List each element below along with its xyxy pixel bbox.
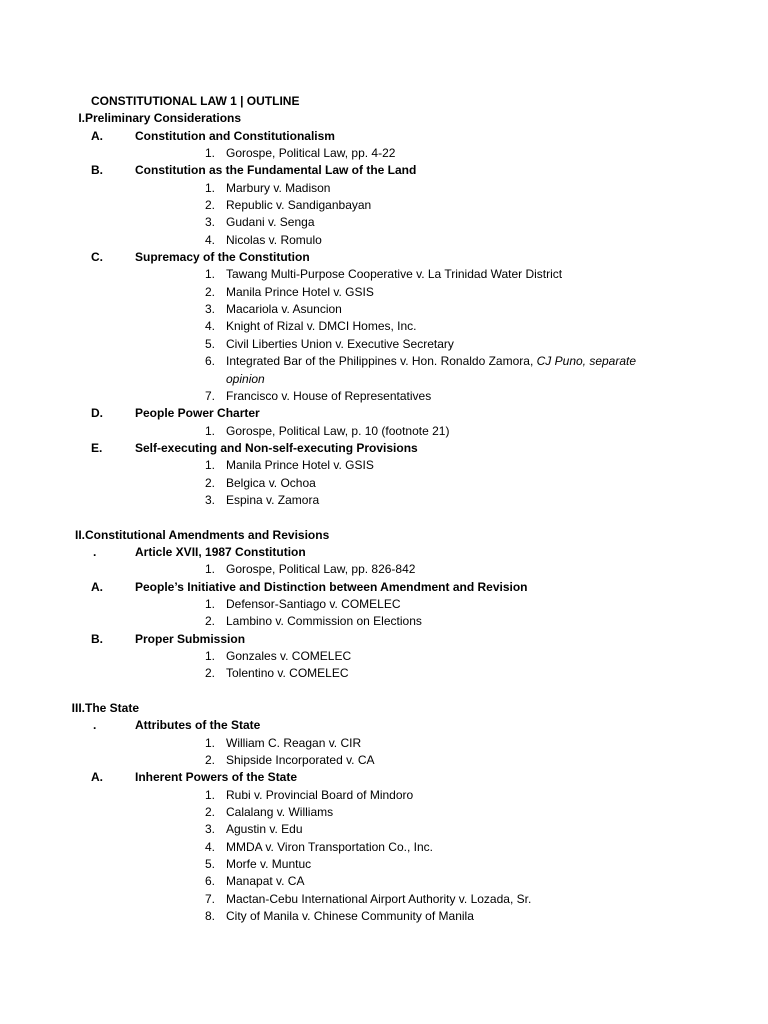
subsection-heading: [0, 440, 768, 457]
list-item: [0, 856, 768, 873]
list-item: [0, 284, 768, 301]
section-spacer: [0, 683, 768, 700]
subsection-heading: [0, 249, 768, 266]
item-number: 4.: [204, 319, 215, 334]
list-item: [0, 891, 768, 908]
subsection-heading: [0, 405, 768, 422]
case-citation: Shipside Incorporated v. CA: [226, 753, 375, 768]
list-item: [0, 613, 768, 630]
item-number: 2.: [204, 805, 215, 820]
list-item: [0, 561, 768, 578]
list-item: [0, 821, 768, 838]
list-item: [0, 908, 768, 925]
subsection-letter: E.: [91, 440, 103, 455]
subsection-heading: [0, 769, 768, 786]
item-number: 5.: [204, 857, 215, 872]
item-number: 3.: [204, 822, 215, 837]
item-number: 4.: [204, 232, 215, 247]
list-item: [0, 388, 768, 405]
case-citation: Manapat v. CA: [226, 874, 305, 889]
case-note: CJ Puno, separate opinion: [226, 354, 637, 386]
subsection-letter: .: [93, 544, 97, 559]
section-heading: [0, 700, 768, 717]
item-number: 2.: [204, 475, 215, 490]
case-citation: Gudani v. Senga: [226, 215, 315, 230]
item-number: 1.: [204, 423, 215, 438]
subsection-heading: [0, 717, 768, 734]
section-spacer: [0, 509, 768, 526]
subsection-letter: D.: [91, 406, 103, 421]
case-citation: Agustin v. Edu: [226, 822, 303, 837]
subsection-letter: A.: [91, 128, 103, 143]
list-item: [0, 145, 768, 162]
section-number: II.: [74, 527, 85, 542]
list-item: [0, 665, 768, 682]
list-item: [0, 804, 768, 821]
subsection-heading: [0, 579, 768, 596]
case-citation: Manila Prince Hotel v. GSIS: [226, 458, 374, 473]
section-heading: [0, 110, 768, 127]
subsection-title: Proper Submission: [135, 631, 246, 646]
item-number: 6.: [204, 354, 215, 369]
subsection-title: Inherent Powers of the State: [135, 770, 298, 785]
case-citation: Civil Liberties Union v. Executive Secretary: [226, 336, 454, 351]
case-citation: Rubi v. Provincial Board of Mindoro: [226, 787, 414, 802]
section-title: The State: [85, 701, 140, 716]
list-item: [0, 318, 768, 335]
subsection-letter: B.: [91, 163, 103, 178]
list-item: [0, 353, 768, 388]
item-number: 6.: [204, 874, 215, 889]
case-citation: Knight of Rizal v. DMCI Homes, Inc.: [226, 319, 417, 334]
list-item: [0, 214, 768, 231]
case-name: Integrated Bar of the Philippines v. Hon. Ronaldo Zamora,: [226, 354, 534, 369]
item-number: 1.: [204, 458, 215, 473]
list-item: [0, 735, 768, 752]
case-citation: Lambino v. Commission on Elections: [226, 614, 422, 629]
case-citation: Gonzales v. COMELEC: [226, 649, 352, 663]
subsection-title: Constitution and Constitutionalism: [135, 128, 335, 143]
item-number: 3.: [204, 492, 215, 507]
section-number: I.: [78, 111, 85, 126]
case-citation: Gorospe, Political Law, pp. 826-842: [226, 562, 416, 577]
subsection-title: Supremacy of the Constitution: [135, 250, 310, 265]
list-item: [0, 752, 768, 769]
case-citation: [226, 353, 656, 388]
case-citation: Tawang Multi-Purpose Cooperative v. La Trinidad Water District: [226, 267, 563, 282]
case-citation: Manila Prince Hotel v. GSIS: [226, 284, 374, 299]
list-item: [0, 301, 768, 318]
item-number: 2.: [204, 753, 215, 768]
item-number: 2.: [204, 614, 215, 629]
item-number: 7.: [204, 388, 215, 403]
item-number: 7.: [204, 891, 215, 906]
subsection-title: Attributes of the State: [135, 718, 261, 733]
item-number: 2.: [204, 666, 215, 681]
list-item: [0, 180, 768, 197]
list-item: [0, 266, 768, 283]
case-citation: Espina v. Zamora: [226, 492, 320, 507]
item-number: 5.: [204, 336, 215, 351]
list-item: [0, 197, 768, 214]
section-title: Preliminary Considerations: [85, 111, 242, 126]
item-number: 8.: [204, 909, 215, 924]
subsection-letter: .: [93, 718, 97, 733]
item-number: 1.: [204, 146, 215, 161]
subsection-title: Self-executing and Non-self-executing Provisions: [135, 440, 418, 455]
list-item: [0, 336, 768, 353]
item-number: 1.: [204, 562, 215, 577]
list-item: [0, 787, 768, 804]
case-citation: MMDA v. Viron Transportation Co., Inc.: [226, 839, 433, 854]
list-item: [0, 873, 768, 890]
subsection-heading: [0, 544, 768, 561]
item-number: 1.: [204, 787, 215, 802]
subsection-letter: C.: [91, 250, 103, 265]
outline: [0, 93, 768, 926]
item-number: 2.: [204, 198, 215, 213]
case-citation: Gorospe, Political Law, p. 10 (footnote 21): [226, 423, 450, 438]
item-number: 1.: [204, 649, 215, 663]
list-item: [0, 596, 768, 613]
case-citation: Belgica v. Ochoa: [226, 475, 316, 490]
subsection-letter: A.: [91, 770, 103, 785]
item-number: 1.: [204, 267, 215, 282]
section-title: Constitutional Amendments and Revisions: [85, 527, 330, 542]
subsection-heading: [0, 162, 768, 179]
subsection-letter: B.: [91, 631, 103, 646]
subsection-heading: [0, 128, 768, 145]
item-number: 2.: [204, 284, 215, 299]
case-citation: Marbury v. Madison: [226, 180, 331, 195]
subsection-title: Constitution as the Fundamental Law of the Land: [135, 163, 417, 178]
case-citation: Gorospe, Political Law, pp. 4-22: [226, 146, 396, 161]
list-item: [0, 648, 768, 665]
subsection-heading: [0, 631, 768, 648]
case-citation: Morfe v. Muntuc: [226, 857, 312, 872]
item-number: 1.: [204, 180, 215, 195]
case-citation: Francisco v. House of Representatives: [226, 388, 432, 403]
case-citation: Defensor-Santiago v. COMELEC: [226, 596, 401, 611]
item-number: 1.: [204, 735, 215, 750]
case-citation: Tolentino v. COMELEC: [226, 666, 349, 681]
subsection-title: People’s Initiative and Distinction between Amendment and Revision: [135, 579, 528, 594]
list-item: [0, 475, 768, 492]
item-number: 3.: [204, 302, 215, 317]
case-citation: City of Manila v. Chinese Community of Manila: [226, 909, 474, 924]
list-item: [0, 839, 768, 856]
subsection-title: Article XVII, 1987 Constitution: [135, 544, 306, 559]
list-item: [0, 492, 768, 509]
item-number: 4.: [204, 839, 215, 854]
list-item: [0, 423, 768, 440]
item-number: 3.: [204, 215, 215, 230]
case-citation: Republic v. Sandiganbayan: [226, 198, 372, 213]
subsection-title: People Power Charter: [135, 406, 260, 421]
item-number: 1.: [204, 596, 215, 611]
case-citation: William C. Reagan v. CIR: [226, 735, 362, 750]
section-heading: [0, 527, 768, 544]
case-citation: Nicolas v. Romulo: [226, 232, 322, 247]
section-number: III.: [71, 701, 85, 716]
subsection-letter: A.: [91, 579, 103, 594]
case-citation: Macariola v. Asuncion: [226, 302, 342, 317]
document-title: CONSTITUTIONAL LAW 1 | OUTLINE: [91, 94, 300, 108]
case-citation: Mactan-Cebu International Airport Authority v. Lozada, Sr.: [226, 891, 532, 906]
case-citation: Calalang v. Williams: [226, 805, 334, 820]
list-item: [0, 457, 768, 474]
list-item: [0, 232, 768, 249]
